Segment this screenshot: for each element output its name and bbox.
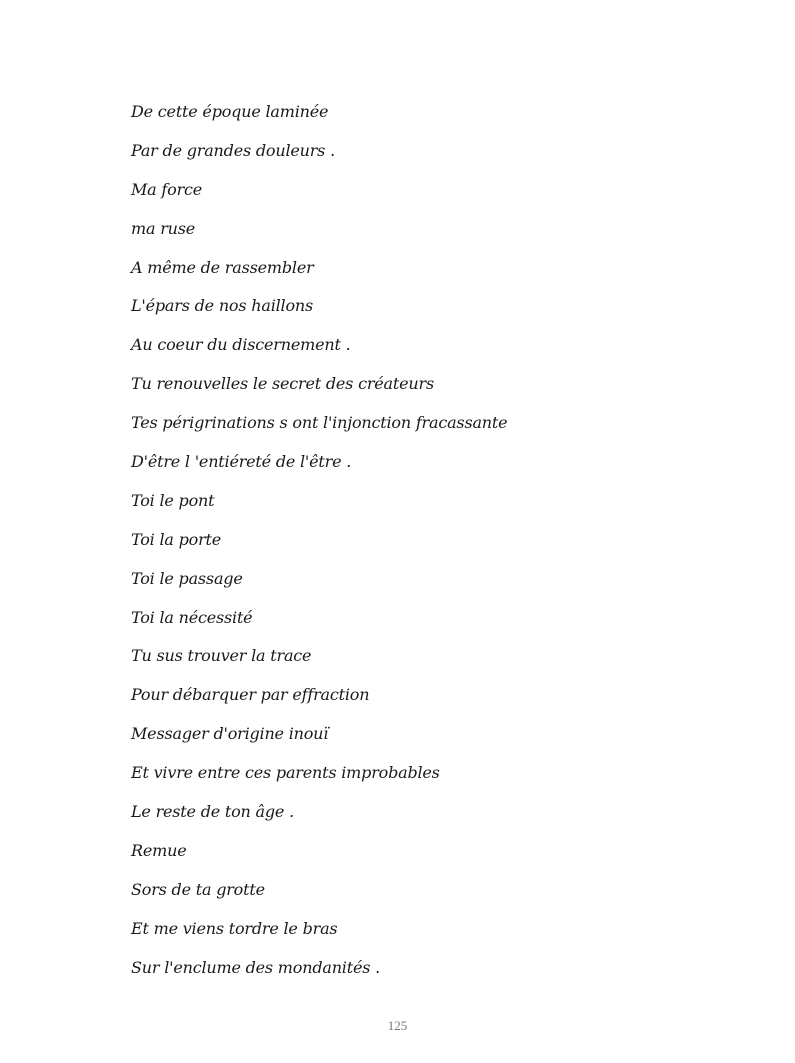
poem-line: Toi la porte [131, 529, 222, 549]
poem-line: Messager d'origine inouï [131, 724, 329, 744]
poem-line: Et vivre entre ces parents improbables [131, 763, 440, 783]
poem-line: Toi le passage [131, 568, 243, 588]
poem-line: Ma force [131, 179, 203, 199]
poem-line: Tu sus trouver la trace [131, 646, 312, 666]
poem-line: Et me viens tordre le bras [131, 918, 338, 938]
poem-line: Pour débarquer par effraction [131, 685, 370, 705]
poem-line: Sur l'enclume des mondanités . [131, 957, 381, 977]
poem-line: L'épars de nos haillons [131, 296, 313, 316]
poem-line: Tu renouvelles le secret des créateurs [131, 374, 434, 394]
poem-line: A même de rassembler [131, 257, 314, 277]
poem-line: Sors de ta grotte [131, 879, 265, 899]
poem-line: Remue [131, 840, 187, 860]
page-number: 125 [387, 1018, 408, 1033]
poem-line: De cette époque laminée [131, 102, 329, 121]
poem-line: Tes périgrinations s ont l'injonction fracassante [131, 413, 508, 433]
poem-line: Le reste de ton âge . [131, 802, 294, 822]
poem-line: D'être l 'entiéreté de l'être . [131, 452, 352, 472]
poem-body [131, 99, 507, 993]
poem-line: Toi le pont [131, 490, 215, 510]
poem-line: ma ruse [131, 218, 196, 238]
poem-line: Au coeur du discernement . [131, 335, 351, 355]
poem-line: Par de grandes douleurs . [131, 140, 335, 160]
poem-line: Toi la nécessité [131, 607, 253, 627]
